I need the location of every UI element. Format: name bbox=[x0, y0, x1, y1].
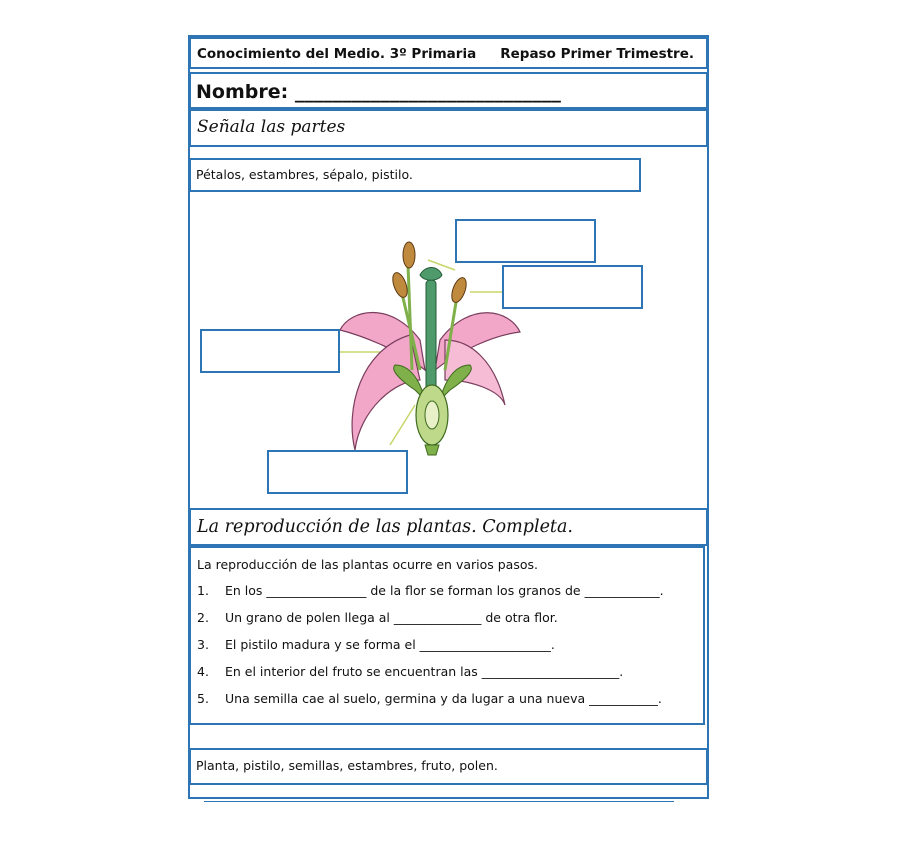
step-item bbox=[197, 664, 623, 679]
answer-box-left[interactable] bbox=[200, 329, 340, 373]
answer-box-right[interactable] bbox=[502, 265, 643, 309]
answer-box-bottom[interactable] bbox=[267, 450, 408, 494]
step-number: 3. bbox=[197, 637, 209, 652]
step-number: 1. bbox=[197, 583, 209, 598]
step-number: 4. bbox=[197, 664, 209, 679]
section2-title: La reproducción de las plantas. Completa. bbox=[197, 517, 573, 537]
leader-line-bottom bbox=[390, 405, 415, 445]
step-number: 2. bbox=[197, 610, 209, 625]
answer-box-top[interactable] bbox=[455, 219, 596, 263]
step-text: En los ________________ de la flor se forman los granos de ____________. bbox=[225, 583, 664, 598]
receptacle bbox=[425, 445, 439, 455]
section2-steps-box bbox=[189, 546, 705, 725]
pistil-style bbox=[426, 280, 436, 395]
step-item bbox=[197, 691, 662, 706]
ovule bbox=[425, 401, 439, 429]
step-text: En el interior del fruto se encuentran las ______________________. bbox=[225, 664, 624, 679]
pistil-stigma bbox=[420, 268, 442, 281]
section2-title-box bbox=[189, 508, 708, 546]
section2-word-bank bbox=[189, 748, 708, 785]
name-row bbox=[189, 72, 708, 109]
section1-word-bank-text: Pétalos, estambres, sépalo, pistilo. bbox=[196, 167, 413, 182]
section2-intro: La reproducción de las plantas ocurre en varios pasos. bbox=[197, 557, 538, 572]
step-item bbox=[197, 583, 664, 598]
review-title: Repaso Primer Trimestre. bbox=[500, 46, 694, 62]
section1-word-bank bbox=[189, 158, 641, 192]
bottom-divider bbox=[204, 801, 674, 802]
section1-title: Señala las partes bbox=[197, 117, 346, 137]
section2-word-bank-text: Planta, pistilo, semillas, estambres, fruto, polen. bbox=[196, 758, 498, 773]
header-bar bbox=[189, 37, 708, 69]
subject-title: Conocimiento del Medio. 3º Primaria bbox=[197, 46, 477, 62]
step-text: El pistilo madura y se forma el _____________________. bbox=[225, 637, 555, 652]
step-item bbox=[197, 610, 558, 625]
step-number: 5. bbox=[197, 691, 209, 706]
step-item bbox=[197, 637, 555, 652]
step-text: Un grano de polen llega al ______________ de otra flor. bbox=[225, 610, 558, 625]
anther-1 bbox=[403, 242, 415, 268]
name-label: Nombre: ____________________________ bbox=[196, 81, 561, 103]
anther-3 bbox=[449, 276, 469, 305]
section1-title-box bbox=[189, 109, 708, 147]
step-text: Una semilla cae al suelo, germina y da lugar a una nueva ___________. bbox=[225, 691, 662, 706]
